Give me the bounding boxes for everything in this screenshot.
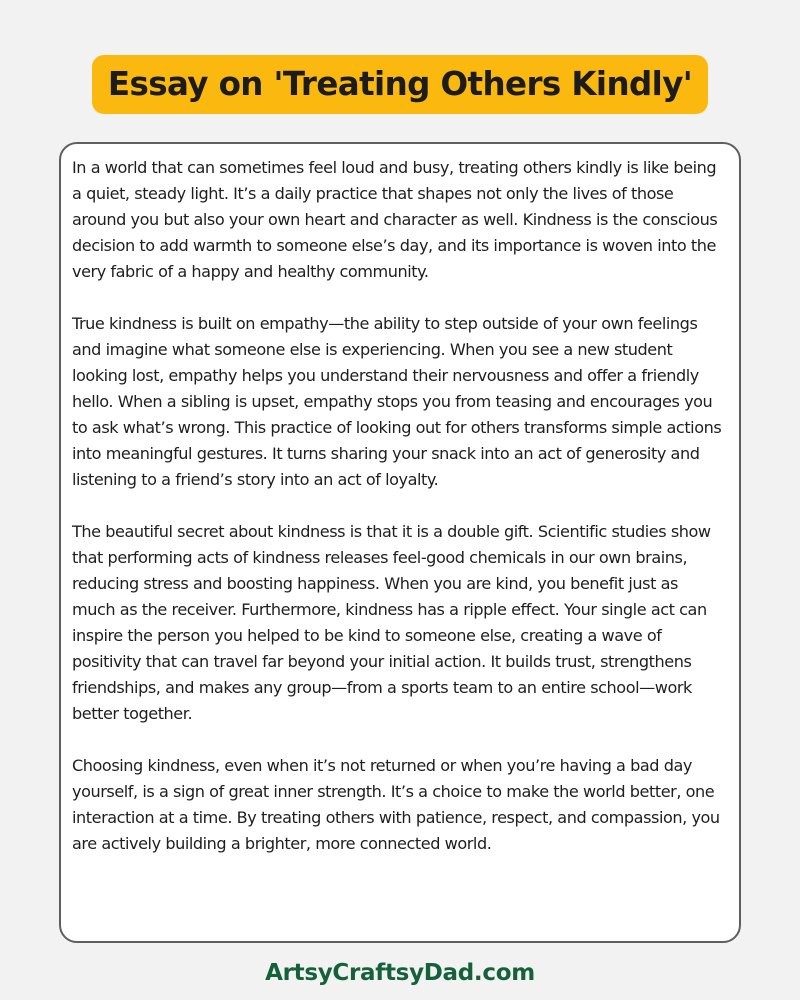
- essay-paragraph-2: True kindness is built on empathy—the ability to step outside of your own feelings and imagine what someone else is experiencing. When you see a new student looking lost, empathy helps you understand their nervousness and offer a friendly hello. When a sibling is upset, empathy stops you from teasing and encourages you to ask what’s wrong. This practice of looking out for others transforms simple actions into meaningful gestures. It turns sharing your snack into an act of generosity and listening to a friend’s story into an act of loyalty.: [72, 314, 722, 489]
- essay-box: [59, 142, 741, 943]
- essay-title: Essay on 'Treating Others Kindly': [92, 55, 708, 114]
- title-banner-wrap: [0, 55, 800, 114]
- site-footer-brand: ArtsyCraftsyDad.com: [265, 960, 535, 986]
- essay-paragraph-4: Choosing kindness, even when it’s not returned or when you’re having a bad day yourself, is a sign of great inner strength. It’s a choice to make the world better, one interaction at a time. By treating others with patience, respect, and compassion, you are actively building a brighter, more connected world.: [72, 756, 720, 853]
- essay-paragraph-3: The beautiful secret about kindness is that it is a double gift. Scientific studies show that performing acts of kindness releases feel-good chemicals in our own brains, reducing stress and boosting happiness. When you are kind, you benefit just as much as the receiver. Furthermore, kindness has a ripple effect. Your single act can inspire the person you helped to be kind to someone else, creating a wave of positivity that can travel far beyond your initial action. It builds trust, strengthens friendships, and makes any group—from a sports team to an entire school—work better together.: [72, 522, 711, 723]
- essay-paragraph-1: In a world that can sometimes feel loud and busy, treating others kindly is like being a quiet, steady light. It’s a daily practice that shapes not only the lives of those around you but also your own heart and character as well. Kindness is the conscious decision to add warmth to someone else’s day, and its importance is woven into the very fabric of a happy and healthy community.: [72, 158, 718, 281]
